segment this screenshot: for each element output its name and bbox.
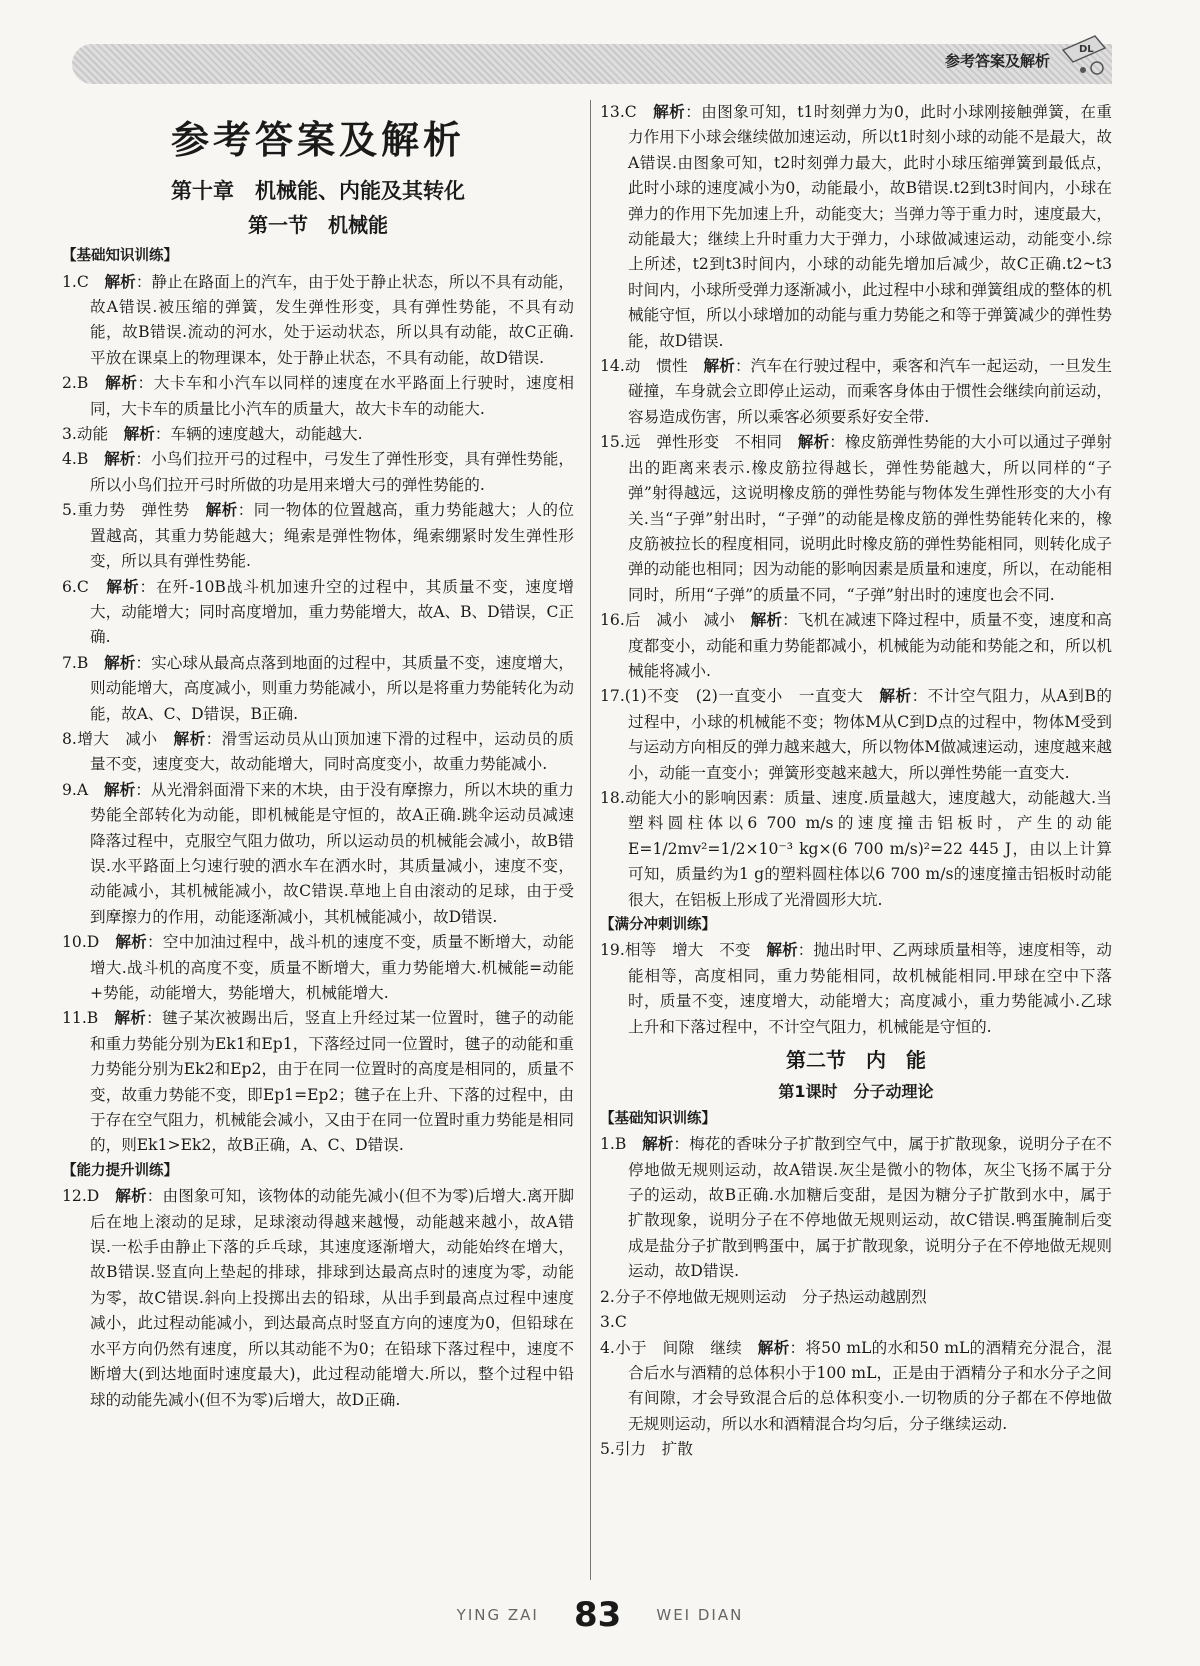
answer-text: ：汽车在行驶过程中，乘客和汽车一起运动，一旦发生碰撞，车身就会立即停止运动，而乘客身体由于惯性会继续向前运动，容易造成伤害，所以乘客必须要系好安全带. (628, 357, 1112, 426)
answer-key: 1.B (600, 1135, 643, 1154)
analysis-label: 解析 (106, 577, 140, 596)
answer-text: ：由图象可知，t1时刻弹力为0，此时小球刚接触弹簧，在重力作用下小球会继续做加速运动，所以t1时刻小球的动能不是最大，故A错误.由图象可知，t2时刻弹力最大，此时小球压缩弹簧到最低点，此时小球的速度减小为0，动能最小，故B错误.t2到t3时间内，小球在弹力的作用下先加速上升，动能变大；当弹力等于重力时，速度最大，动能最大；继续上升时重力大于弹力，小球做减速运动，动能变小.综上所述，t2到t3时间内，小球的动能先增加后减少，故C正确.t2~t3时间内，小球所受弹力逐渐减小，此过程中小球和弹簧组成的整体的机械能守恒，所以小球增加的动能与重力势能之和等于弹簧减少的弹性势能，故D错误. (628, 103, 1113, 350)
header-label: 参考答案及解析 (944, 52, 1050, 70)
answer-text: ：不计空气阻力，从A到B的过程中，小球的机械能不变；物体M从C到D点的过程中，物体M受到与运动方向相反的弹力越来越大，所以物体M做减速运动，速度越来越小，动能一直变小；弹簧形变越来越大，所以弹性势能一直变大. (628, 687, 1112, 782)
answer-text: ：滑雪运动员从山顶加速下滑的过程中，运动员的质量不变，速度变大，故动能增大，同时高度变小，故重力势能减小. (90, 729, 574, 774)
analysis-label: 解析 (766, 941, 798, 960)
subsection-heading: 【基础知识训练】 (62, 248, 178, 265)
analysis-label: 解析 (173, 729, 206, 748)
answer-item (600, 100, 1112, 354)
answer-item (62, 651, 574, 727)
answer-key: 2.B (62, 374, 106, 393)
analysis-label: 解析 (105, 374, 138, 393)
answer-item (600, 1132, 1112, 1284)
answer-text: ：抛出时甲、乙两球质量相等，速度相等，动能相等，高度相同，重力势能相同，故机械能相同.甲球在空中下落时，质量不变，速度增大，动能增大；高度减小，重力势能减小.乙球上升和下落过程中，不计空气阻力，机械能是守恒的. (628, 941, 1112, 1036)
answer-key: 5.重力势 弹性势 (62, 501, 206, 520)
answer-list (600, 1132, 1112, 1462)
answer-item (62, 447, 574, 498)
analysis-label: 解析 (104, 272, 136, 291)
answer-item (62, 1006, 574, 1158)
answer-item (62, 422, 574, 447)
answer-key: 18. (600, 788, 625, 807)
answer-item (62, 575, 574, 651)
analysis-label: 解析 (653, 103, 686, 121)
answer-key: 17.(1)不变 (2)一直变小 一直变大 (600, 687, 880, 706)
answer-item (600, 354, 1112, 430)
answer-item (600, 684, 1112, 786)
answer-key: 19.相等 增大 不变 (600, 941, 767, 960)
answer-key: 4.B (62, 450, 105, 469)
answer-key: 3.C (600, 1313, 627, 1332)
answer-item (600, 608, 1112, 684)
left-column (62, 100, 574, 1413)
answer-text: ：橡皮筋弹性势能的大小可以通过子弹射出的距离来表示.橡皮筋拉得越长，弹性势能越大，所以同样的“子弹”射得越远，这说明橡皮筋的弹性势能与物体发生弹性形变的大小有关.当“子弹”射出时，“子弹”的动能是橡皮筋的弹性势能转化来的，橡皮筋被拉长的程度相同，说明此时橡皮筋的弹性势能相同，则转化成子弹的动能也相同；因为动能的影响因素是质量和速度，所以，在动能相同时，所用“子弹”的质量不同，“子弹”射出时的速度也会不同. (628, 433, 1112, 604)
analysis-label: 解析 (115, 1187, 147, 1206)
analysis-label: 解析 (703, 357, 735, 376)
subsection-heading: 【基础知识训练】 (600, 1110, 716, 1127)
answer-key: 9.A (62, 780, 104, 799)
answer-list (600, 938, 1112, 1040)
answer-text: ：将50 mL的水和50 mL的酒精充分混合，混合后水与酒精的总体积小于100 mL，正是由于酒精分子和水分子之间有间隙，才会导致混合后的总体积变小.一切物质的分子都在不停地做无规则运动，所以水和酒精混合均匀后，分子继续运动. (628, 1338, 1112, 1433)
answer-item (62, 727, 574, 778)
answer-list (62, 1184, 574, 1413)
analysis-label: 解析 (879, 687, 912, 706)
subsection-heading: 【满分冲刺训练】 (600, 917, 716, 933)
answer-key: 2.分子不停地做无规则运动 分子热运动越剧烈 (600, 1287, 927, 1306)
answer-text: ：在歼-10B战斗机加速升空的过程中，其质量不变，速度增大，动能增大；同时高度增加，重力势能增大，故A、B、D错误，C正确. (90, 577, 574, 647)
lesson-title: 第1课时 分子动理论 (778, 1082, 934, 1102)
chapter-title: 第十章 机械能、内能及其转化 (171, 179, 465, 204)
main-title: 参考答案及解析 (170, 118, 465, 162)
answer-key: 8.增大 减小 (62, 729, 174, 748)
answer-item (600, 430, 1112, 608)
answer-key: 16.后 减小 减小 (600, 611, 751, 630)
answer-item (62, 778, 574, 930)
answer-item (62, 498, 574, 574)
analysis-label: 解析 (797, 433, 830, 452)
subsection-heading: 【能力提升训练】 (62, 1162, 178, 1179)
analysis-label: 解析 (114, 1009, 147, 1028)
answer-key: 7.B (62, 653, 105, 672)
answer-key: 10.D (62, 933, 116, 952)
right-column (600, 100, 1112, 1463)
answer-item (62, 270, 574, 372)
analysis-label: 解析 (103, 780, 136, 799)
answer-text: ：梅花的香味分子扩散到空气中，属于扩散现象，说明分子在不停地做无规则运动，故A错误.灰尘是微小的物体，灰尘飞扬不属于分子的运动，故B正确.水加糖后变甜，是因为糖分子扩散到水中，属于扩散现象，说明分子在不停地做无规则运动，故C错误.鸭蛋腌制后变成是盐分子扩散到鸭蛋中，属于扩散现象，说明分子在不停地做无规则运动，故D错误. (628, 1135, 1112, 1281)
answer-text: ：由图象可知，该物体的动能先减小(但不为零)后增大.离开脚后在地上滚动的足球，足球滚动得越来越慢，动能越来越小，故A错误.一松手由静止下落的乒乓球，其速度逐渐增大，动能始终在增大，故B错误.竖直向上垫起的排球，排球到达最高点时的速度为零，动能为零，故C错误.斜向上投掷出去的铅球，从出手到最高点过程中速度减小，此过程动能减小，到达最高点时竖直方向的速度为0，但铅球在水平方向仍然有速度，所以其动能不为0；在铅球下落过程中，速度不断增大(到达地面时速度最大)，此过程动能增大.所以，整个过程中铅球的动能先减小(但不为零)后增大，故D正确. (90, 1187, 574, 1409)
answer-list (62, 270, 574, 1159)
answer-text: ：静止在路面上的汽车，由于处于静止状态，所以不具有动能，故A错误.被压缩的弹簧，发生弹性形变，具有弹性势能，不具有动能，故B错误.流动的河水，处于运动状态，所以具有动能，故C正确.平放在课桌上的物理课本，处于静止状态，不具有动能，故D错误. (90, 272, 574, 367)
answer-text: ：飞机在减速下降过程中，质量不变，速度和高度都变小，动能和重力势能都减小，机械能为动能和势能之和，所以机械能将减小. (628, 611, 1112, 680)
answer-item (600, 938, 1112, 1040)
answer-text: ：毽子某次被踢出后，竖直上升经过某一位置时，毽子的动能和重力势能分别为Ek1和Ep1，下落经过同一位置时，毽子的动能和重力势能分别为Ek2和Ep2，由于在同一位置时的高度是相同的，质量不变，故重力势能不变，即Ep1=Ep2；毽子在上升、下落的过程中，由于存在空气阻力，机械能会减小，又由于在同一位置时重力势能是相同的，则Ek1>Ek2，故B正确，A、C、D错误. (90, 1009, 574, 1155)
answer-key: 12.D (62, 1187, 116, 1206)
column-divider (590, 100, 591, 1580)
section-title: 第一节 机械能 (248, 212, 388, 237)
analysis-label: 解析 (104, 450, 136, 469)
analysis-label: 解析 (642, 1135, 674, 1154)
answer-item (600, 1310, 1112, 1335)
analysis-label: 解析 (123, 425, 155, 444)
answer-text: ：大卡车和小汽车以同样的速度在水平路面上行驶时，速度相同，大卡车的质量比小汽车的质量大，故大卡车的动能大. (90, 374, 574, 418)
answer-text: ：小鸟们拉开弓的过程中，弓发生了弹性形变，具有弹性势能，所以小鸟们拉开弓时所做的功是用来增大弓的弹性势能的. (90, 450, 574, 494)
answer-key: 15.远 弹性形变 不相同 (600, 433, 798, 452)
answer-text: ：车辆的速度越大，动能越大. (154, 425, 363, 444)
logo-text: DL (1079, 44, 1094, 55)
page-number: 83 (573, 1595, 622, 1635)
answer-text: ：同一物体的位置越高，重力势能越大；人的位置越高，其重力势能越大；绳索是弹性物体，绳索绷紧时发生弹性形变，所以具有弹性势能. (90, 501, 574, 571)
answer-key: 14.动 惯性 (600, 357, 704, 376)
answer-list (600, 100, 1112, 913)
answer-key: 3.动能 (62, 425, 124, 444)
answer-key: 11.B (62, 1009, 115, 1028)
answer-text: ：实心球从最高点落到地面的过程中，其质量不变，速度增大，则动能增大，高度减小，则重力势能减小，所以是将重力势能转化为动能，故A、C、D错误，B正确. (90, 653, 574, 723)
answer-key: 13.C (600, 103, 654, 121)
answer-item (62, 930, 574, 1006)
analysis-label: 解析 (104, 653, 136, 672)
answer-text: ：从光滑斜面滑下来的木块，由于没有摩擦力，所以木块的重力势能全部转化为动能，即机械能是守恒的，故A正确.跳伞运动员减速降落过程中，克服空气阻力做功，所以运动员的机械能会减小，故B错误.水平路面上匀速行驶的洒水车在洒水时，其质量减小，速度不变，动能减小，其机械能减小，故C错误.草地上自由滚动的足球，由于受到摩擦力的作用，动能逐渐减小，其机械能减小，故D错误. (90, 780, 574, 926)
answer-text: 动能大小的影响因素：质量、速度.质量越大，速度越大，动能越大.当塑料圆柱体以6 700 m/s的速度撞击铝板时，产生的动能E=1/2mv²=1/2×10⁻³ kg×(6 700 m/s)²=22 445 J，由以上计算可知，质量约为1 g的塑料圆柱体以6 700 m/s的速度撞击铝板时动能很大，在铝板上形成了光滑圆形大坑. (624, 788, 1112, 909)
footer (0, 1595, 1200, 1635)
analysis-label: 解析 (115, 933, 148, 952)
answer-key: 4.小于 间隙 继续 (600, 1338, 758, 1357)
answer-item (600, 1336, 1112, 1438)
analysis-label: 解析 (205, 501, 238, 520)
answer-item (62, 371, 574, 422)
answer-item (600, 1285, 1112, 1310)
answer-key: 5.引力 扩散 (600, 1440, 693, 1459)
footer-brand-right: WEI DIAN (656, 1606, 744, 1624)
footer-brand-left: YING ZAI (456, 1606, 539, 1624)
answer-key: 6.C (62, 577, 107, 596)
analysis-label: 解析 (757, 1338, 790, 1357)
answer-item (600, 786, 1112, 913)
answer-item (62, 1184, 574, 1413)
answer-text: ：空中加油过程中，战斗机的速度不变，质量不断增大，动能增大.战斗机的高度不变，质量不断增大，重力势能增大.机械能=动能+势能，动能增大，势能增大，机械能增大. (90, 933, 574, 1002)
answer-item (600, 1437, 1112, 1462)
section-title: 第二节 内 能 (786, 1048, 926, 1073)
answer-key: 1.C (62, 272, 105, 291)
analysis-label: 解析 (750, 611, 783, 630)
publisher-logo (1055, 30, 1115, 80)
